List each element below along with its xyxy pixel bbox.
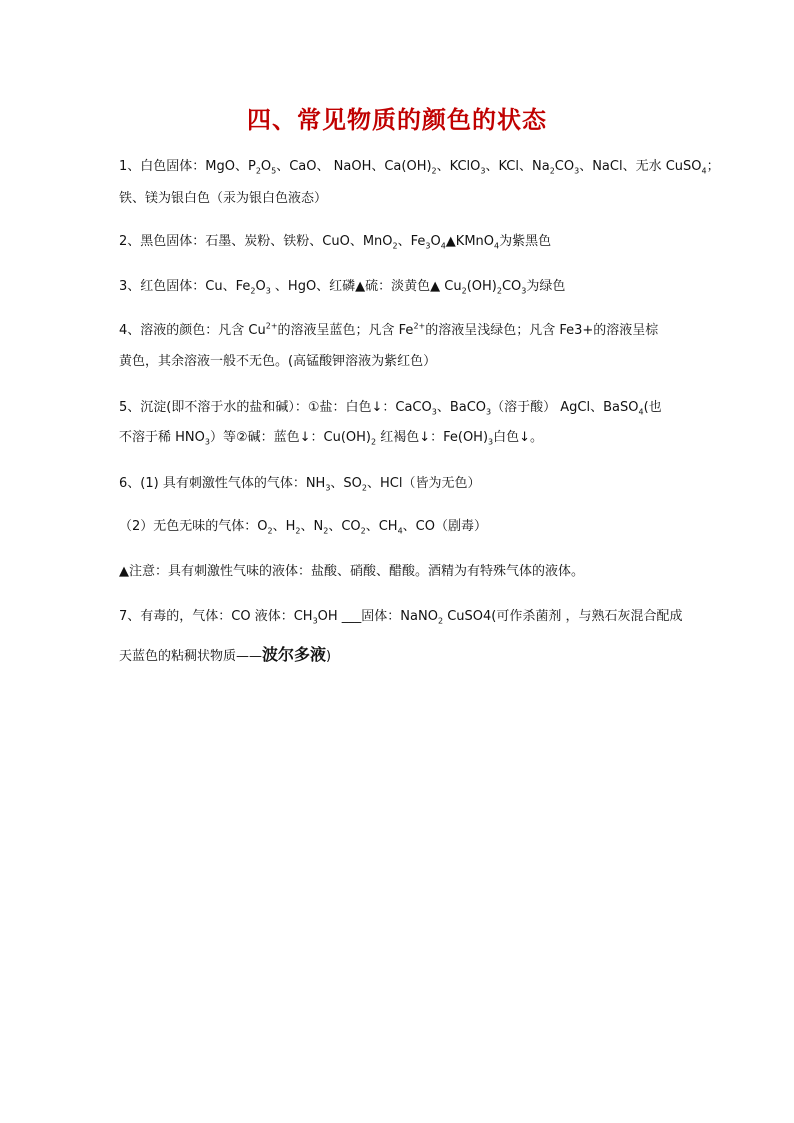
text-run: O — [255, 279, 266, 294]
subscript: 3 — [488, 437, 494, 447]
subscript: 2 — [267, 526, 273, 536]
text-run: 、CH — [365, 519, 398, 534]
text-run: (也 — [643, 400, 662, 415]
subscript: 3 — [265, 286, 271, 296]
text-run: ▲KMnO — [445, 234, 495, 249]
text-run: 为紫黑色 — [499, 234, 552, 249]
text-run: 、KClO — [436, 159, 481, 174]
text-run: 6、(1) 具有刺激性气体的气体：NH — [119, 476, 326, 491]
subscript: 3 — [480, 166, 486, 176]
text-run: 、N — [300, 519, 324, 534]
text-run: 铁、镁为银白色（汞为银白色液态） — [119, 191, 328, 206]
subscript: 5 — [271, 166, 277, 176]
subscript: 2 — [437, 616, 444, 626]
text-line — [119, 277, 565, 297]
subscript: 4 — [701, 166, 707, 176]
text-run: CO — [554, 159, 575, 174]
subscript: 2 — [431, 166, 437, 176]
text-run: 、CaO、 NaOH、Ca(OH) — [276, 159, 432, 174]
text-run: 天蓝色的粘稠状物质—— — [119, 649, 263, 664]
text-run: CO — [501, 279, 522, 294]
text-run: 1、白色固体：MgO、P — [119, 159, 256, 174]
page-title: 四、常见物质的颜色的状态 — [247, 105, 547, 134]
text-run: 、HCl（皆为无色） — [367, 476, 481, 491]
text-run: 、HgO、红磷▲硫：淡黄色▲ Cu — [270, 279, 462, 294]
text-run: 的溶液呈蓝色；凡含 Fe — [277, 323, 414, 338]
text-run: 、NaCl、无水 CuSO — [579, 159, 702, 174]
text-run: 、Fe — [397, 234, 426, 249]
text-line — [119, 398, 662, 418]
text-run: 3、红色固体：Cu、Fe — [119, 279, 251, 294]
text-run: OH ___固体：NaNO — [317, 609, 438, 624]
text-run: 为绿色 — [526, 279, 566, 294]
text-run: 白色↓。 — [493, 430, 544, 445]
text-run: 、H — [272, 519, 296, 534]
text-line — [119, 352, 436, 372]
subscript: 4 — [397, 526, 403, 536]
text-run: 的溶液呈浅绿色；凡含 Fe3+的溶液呈棕 — [425, 323, 659, 338]
subscript: 2 — [549, 166, 555, 176]
subscript: 3 — [431, 407, 437, 417]
text-line — [119, 157, 720, 177]
subscript: 3 — [574, 166, 580, 176]
subscript: 3 — [521, 286, 527, 296]
text-line — [119, 607, 682, 627]
text-run: O — [260, 159, 272, 174]
subscript: 2 — [361, 483, 368, 493]
text-run: 不溶于稀 HNO — [119, 430, 205, 445]
text-run: 4、溶液的颜色：凡含 Cu — [119, 323, 266, 338]
subscript: 2 — [496, 286, 502, 296]
text-run: （溶于酸） AgCl、BaSO — [491, 400, 639, 415]
text-run: 7、有毒的，气体：CO 液体：CH — [119, 609, 313, 624]
text-line — [119, 428, 543, 448]
text-run: CuSO4(可作杀菌剂 ，与熟石灰混合配成 — [443, 609, 683, 624]
text-run: 2、黑色固体：石墨、炭粉、铁粉、CuO、MnO — [119, 234, 393, 249]
text-run: 、BaCO — [436, 400, 487, 415]
subscript: 3 — [325, 483, 331, 493]
text-run: 、KCl、Na — [485, 159, 550, 174]
superscript: 2+ — [265, 321, 278, 331]
subscript: 2 — [370, 437, 377, 447]
subscript: 3 — [425, 241, 431, 251]
text-line — [119, 562, 584, 582]
subscript: 2 — [250, 286, 256, 296]
text-run: 红褐色↓：Fe(OH) — [376, 430, 489, 445]
subscript: 2 — [323, 526, 329, 536]
subscript: 2 — [255, 166, 261, 176]
subscript: 2 — [360, 526, 366, 536]
text-run: ）等②碱：蓝色↓：Cu(OH) — [209, 430, 371, 445]
text-run: 、SO — [330, 476, 362, 491]
text-line — [119, 474, 480, 494]
subscript: 3 — [486, 407, 492, 417]
emphasis-text: 波尔多液 — [262, 645, 327, 664]
superscript: 2+ — [413, 321, 426, 331]
subscript: 2 — [295, 526, 301, 536]
subscript: 3 — [312, 616, 318, 626]
text-run: 5、沉淀(即不溶于水的盐和碱）：①盐：白色↓：CaCO — [119, 400, 432, 415]
text-run: ▲注意：具有刺激性气味的液体：盐酸、硝酸、醋酸。酒精为有特殊气体的液体。 — [119, 564, 584, 579]
subscript: 4 — [494, 241, 500, 251]
subscript: 4 — [440, 241, 446, 251]
text-run: （2）无色无味的气体：O — [119, 519, 268, 534]
text-run: O — [430, 234, 441, 249]
text-run: ； — [706, 159, 720, 174]
subscript: 3 — [204, 437, 210, 447]
text-run: 、CO — [328, 519, 361, 534]
text-line — [119, 321, 658, 341]
text-run: (OH) — [466, 279, 497, 294]
text-line — [119, 517, 487, 537]
subscript: 4 — [638, 407, 644, 417]
text-line — [119, 645, 331, 667]
text-run: 黄色，其余溶液一般不无色。(高锰酸钾溶液为紫红色） — [119, 354, 437, 369]
subscript: 2 — [392, 241, 398, 251]
text-line — [119, 232, 551, 252]
text-line — [119, 189, 327, 209]
text-run: 、CO（剧毒） — [402, 519, 487, 534]
text-run: ) — [326, 649, 332, 664]
subscript: 2 — [461, 286, 467, 296]
